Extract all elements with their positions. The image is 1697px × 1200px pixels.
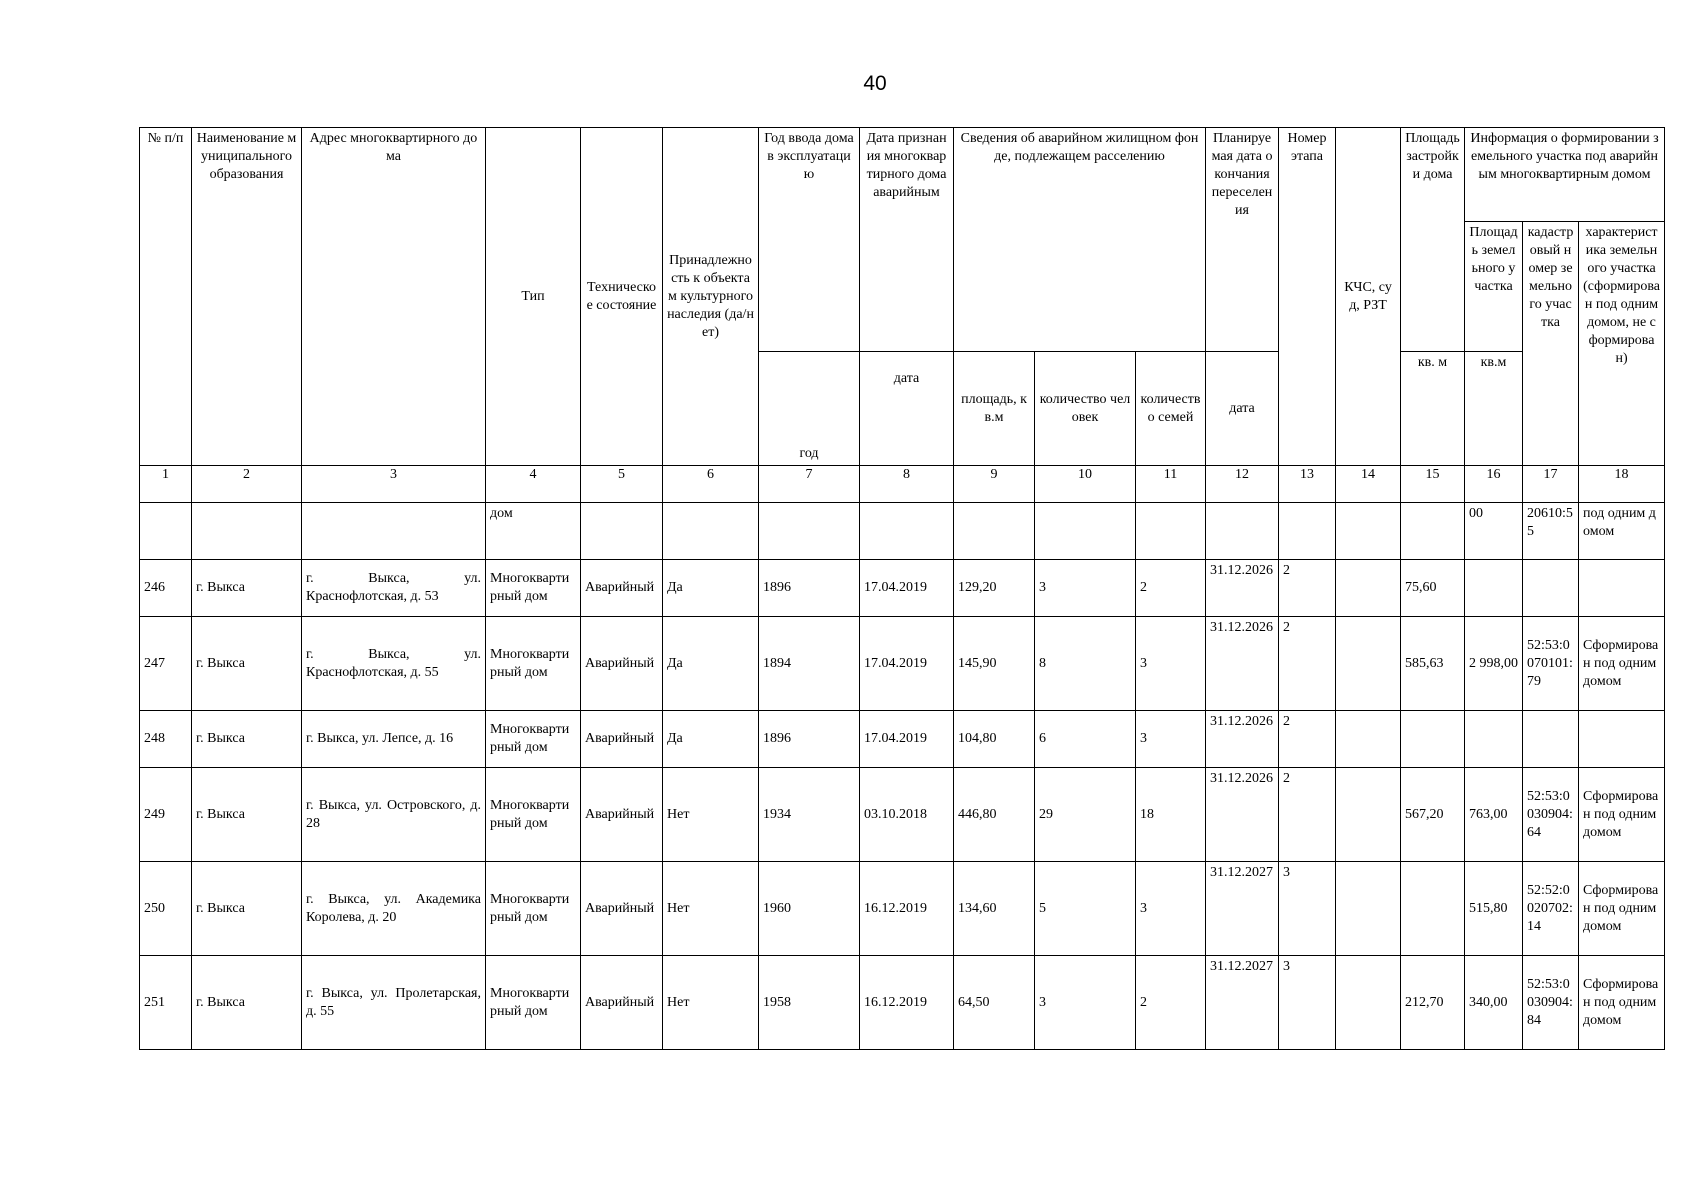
family-count: 2 xyxy=(1136,560,1206,617)
page-number: 40 xyxy=(863,72,887,95)
table-row xyxy=(140,862,1665,956)
address: г. Выкса, ул. Пролетарская, д. 55 xyxy=(302,956,486,1050)
heritage-flag: Нет xyxy=(663,862,759,956)
land-area: 763,00 xyxy=(1465,768,1523,862)
people-count: 3 xyxy=(1035,956,1136,1050)
land-area: 340,00 xyxy=(1465,956,1523,1050)
column-number: 5 xyxy=(581,466,663,503)
technical-state: Аварийный xyxy=(581,768,663,862)
subheader-year: год xyxy=(759,352,860,466)
commission-year: 1896 xyxy=(759,560,860,617)
column-number: 7 xyxy=(759,466,860,503)
subheader-land-area-unit: кв.м xyxy=(1465,352,1523,466)
house-type: Многоквартирный дом xyxy=(486,768,581,862)
column-number: 16 xyxy=(1465,466,1523,503)
planned-date: 31.12.2026 xyxy=(1206,617,1279,711)
header-built-area: Площадь застройки дома xyxy=(1401,128,1465,352)
housing-area: 129,20 xyxy=(954,560,1035,617)
continuation-row xyxy=(140,503,1665,560)
column-number: 8 xyxy=(860,466,954,503)
continuation-land-area: 00 xyxy=(1465,503,1523,560)
cadastral-number: 52:53:0030904:64 xyxy=(1523,768,1579,862)
land-area: 515,80 xyxy=(1465,862,1523,956)
built-area: 75,60 xyxy=(1401,560,1465,617)
header-housing-fund: Сведения об аварийном жилищном фонде, подлежащем расселению xyxy=(954,128,1206,352)
planned-date: 31.12.2026 xyxy=(1206,768,1279,862)
land-characteristic: Сформирован под одним домом xyxy=(1579,956,1665,1050)
heritage-flag: Нет xyxy=(663,956,759,1050)
commission-year: 1894 xyxy=(759,617,860,711)
people-count: 3 xyxy=(1035,560,1136,617)
header-technical-state: Техническое состояние xyxy=(581,128,663,466)
built-area: 585,63 xyxy=(1401,617,1465,711)
technical-state: Аварийный xyxy=(581,956,663,1050)
land-characteristic xyxy=(1579,560,1665,617)
kchs-basis xyxy=(1336,768,1401,862)
column-number: 10 xyxy=(1035,466,1136,503)
row-number: 248 xyxy=(140,711,192,768)
municipality: г. Выкса xyxy=(192,768,302,862)
table-row xyxy=(140,956,1665,1050)
recognition-date: 17.04.2019 xyxy=(860,617,954,711)
header-land-area: Площадь земельного участка xyxy=(1465,222,1523,352)
column-number: 17 xyxy=(1523,466,1579,503)
column-number: 15 xyxy=(1401,466,1465,503)
housing-area: 134,60 xyxy=(954,862,1035,956)
heritage-flag: Да xyxy=(663,711,759,768)
recognition-date: 16.12.2019 xyxy=(860,862,954,956)
built-area xyxy=(1401,862,1465,956)
header-n: № п/п xyxy=(140,128,192,466)
built-area: 212,70 xyxy=(1401,956,1465,1050)
header-stage: Номер этапа xyxy=(1279,128,1336,466)
planned-date: 31.12.2027 xyxy=(1206,862,1279,956)
continuation-cadastral: 20610:55 xyxy=(1523,503,1579,560)
subheader-people: количество человек xyxy=(1035,352,1136,466)
commission-year: 1934 xyxy=(759,768,860,862)
land-area xyxy=(1465,711,1523,768)
house-type: Многоквартирный дом xyxy=(486,560,581,617)
header-recognition-date: Дата признания многоквартирного дома аварийным xyxy=(860,128,954,352)
subheader-planned-date: дата xyxy=(1206,352,1279,466)
column-number-row xyxy=(140,466,1665,503)
stage-number: 2 xyxy=(1279,711,1336,768)
commission-year: 1958 xyxy=(759,956,860,1050)
subheader-date: дата xyxy=(860,352,954,466)
cadastral-number xyxy=(1523,560,1579,617)
column-number: 13 xyxy=(1279,466,1336,503)
header-planned-date: Планируемая дата окончания переселения xyxy=(1206,128,1279,352)
address: г. Выкса, ул. Академика Королева, д. 20 xyxy=(302,862,486,956)
land-characteristic: Сформирован под одним домом xyxy=(1579,862,1665,956)
built-area xyxy=(1401,711,1465,768)
column-number: 18 xyxy=(1579,466,1665,503)
land-area: 2 998,00 xyxy=(1465,617,1523,711)
table-row xyxy=(140,617,1665,711)
row-number: 251 xyxy=(140,956,192,1050)
recognition-date: 16.12.2019 xyxy=(860,956,954,1050)
header-year: Год ввода дома в эксплуатацию xyxy=(759,128,860,352)
people-count: 6 xyxy=(1035,711,1136,768)
subheader-area: площадь, кв.м xyxy=(954,352,1035,466)
technical-state: Аварийный xyxy=(581,711,663,768)
continuation-type: дом xyxy=(486,503,581,560)
municipality: г. Выкса xyxy=(192,560,302,617)
header-municipality: Наименование муниципального образования xyxy=(192,128,302,466)
column-number: 11 xyxy=(1136,466,1206,503)
house-type: Многоквартирный дом xyxy=(486,862,581,956)
table-row xyxy=(140,711,1665,768)
housing-area: 446,80 xyxy=(954,768,1035,862)
stage-number: 2 xyxy=(1279,617,1336,711)
address: г. Выкса, ул. Лепсе, д. 16 xyxy=(302,711,486,768)
built-area: 567,20 xyxy=(1401,768,1465,862)
row-number: 247 xyxy=(140,617,192,711)
header-cadastral: кадастровый номер земельного участка xyxy=(1523,222,1579,466)
kchs-basis xyxy=(1336,862,1401,956)
housing-area: 145,90 xyxy=(954,617,1035,711)
cadastral-number: 52:53:0070101:79 xyxy=(1523,617,1579,711)
commission-year: 1960 xyxy=(759,862,860,956)
row-number: 246 xyxy=(140,560,192,617)
people-count: 29 xyxy=(1035,768,1136,862)
planned-date: 31.12.2026 xyxy=(1206,711,1279,768)
house-type: Многоквартирный дом xyxy=(486,956,581,1050)
emergency-housing-table xyxy=(139,127,1665,1050)
technical-state: Аварийный xyxy=(581,862,663,956)
cadastral-number xyxy=(1523,711,1579,768)
heritage-flag: Нет xyxy=(663,768,759,862)
municipality: г. Выкса xyxy=(192,862,302,956)
address: г. Выкса, ул. Краснофлотская, д. 53 xyxy=(302,560,486,617)
people-count: 5 xyxy=(1035,862,1136,956)
row-number: 250 xyxy=(140,862,192,956)
heritage-flag: Да xyxy=(663,560,759,617)
header-address: Адрес многоквартирного дома xyxy=(302,128,486,466)
header-characteristic: характеристика земельного участка (сформирован под одним домом, не сформирован) xyxy=(1579,222,1665,466)
stage-number: 3 xyxy=(1279,862,1336,956)
technical-state: Аварийный xyxy=(581,617,663,711)
heritage-flag: Да xyxy=(663,617,759,711)
housing-area: 64,50 xyxy=(954,956,1035,1050)
municipality: г. Выкса xyxy=(192,956,302,1050)
column-number: 3 xyxy=(302,466,486,503)
recognition-date: 17.04.2019 xyxy=(860,711,954,768)
land-characteristic: Сформирован под одним домом xyxy=(1579,768,1665,862)
subheader-families: количество семей xyxy=(1136,352,1206,466)
stage-number: 3 xyxy=(1279,956,1336,1050)
table-row xyxy=(140,768,1665,862)
column-number: 12 xyxy=(1206,466,1279,503)
column-number: 14 xyxy=(1336,466,1401,503)
header-heritage: Принадлежность к объектам культурного наследия (да/нет) xyxy=(663,128,759,466)
kchs-basis xyxy=(1336,617,1401,711)
family-count: 3 xyxy=(1136,862,1206,956)
planned-date: 31.12.2026 xyxy=(1206,560,1279,617)
continuation-characteristic: под одним домом xyxy=(1579,503,1665,560)
column-number: 2 xyxy=(192,466,302,503)
table-row xyxy=(140,560,1665,617)
header-land-plot-info: Информация о формировании земельного участка под аварийным многоквартирным домом xyxy=(1465,128,1665,222)
technical-state: Аварийный xyxy=(581,560,663,617)
column-number: 6 xyxy=(663,466,759,503)
municipality: г. Выкса xyxy=(192,617,302,711)
address: г. Выкса, ул. Островского, д. 28 xyxy=(302,768,486,862)
row-number: 249 xyxy=(140,768,192,862)
planned-date: 31.12.2027 xyxy=(1206,956,1279,1050)
municipality: г. Выкса xyxy=(192,711,302,768)
cadastral-number: 52:52:0020702:14 xyxy=(1523,862,1579,956)
stage-number: 2 xyxy=(1279,768,1336,862)
house-type: Многоквартирный дом xyxy=(486,617,581,711)
family-count: 18 xyxy=(1136,768,1206,862)
kchs-basis xyxy=(1336,711,1401,768)
land-area xyxy=(1465,560,1523,617)
land-characteristic: Сформирован под одним домом xyxy=(1579,617,1665,711)
column-number: 4 xyxy=(486,466,581,503)
header-kchs: КЧС, суд, РЗТ xyxy=(1336,128,1401,466)
housing-area: 104,80 xyxy=(954,711,1035,768)
cadastral-number: 52:53:0030904:84 xyxy=(1523,956,1579,1050)
address: г. Выкса, ул. Краснофлотская, д. 55 xyxy=(302,617,486,711)
column-number: 1 xyxy=(140,466,192,503)
kchs-basis xyxy=(1336,956,1401,1050)
house-type: Многоквартирный дом xyxy=(486,711,581,768)
commission-year: 1896 xyxy=(759,711,860,768)
land-characteristic xyxy=(1579,711,1665,768)
stage-number: 2 xyxy=(1279,560,1336,617)
column-number: 9 xyxy=(954,466,1035,503)
header-type: Тип xyxy=(486,128,581,466)
family-count: 2 xyxy=(1136,956,1206,1050)
family-count: 3 xyxy=(1136,617,1206,711)
people-count: 8 xyxy=(1035,617,1136,711)
recognition-date: 17.04.2019 xyxy=(860,560,954,617)
recognition-date: 03.10.2018 xyxy=(860,768,954,862)
family-count: 3 xyxy=(1136,711,1206,768)
subheader-built-area-unit: кв. м xyxy=(1401,352,1465,466)
kchs-basis xyxy=(1336,560,1401,617)
